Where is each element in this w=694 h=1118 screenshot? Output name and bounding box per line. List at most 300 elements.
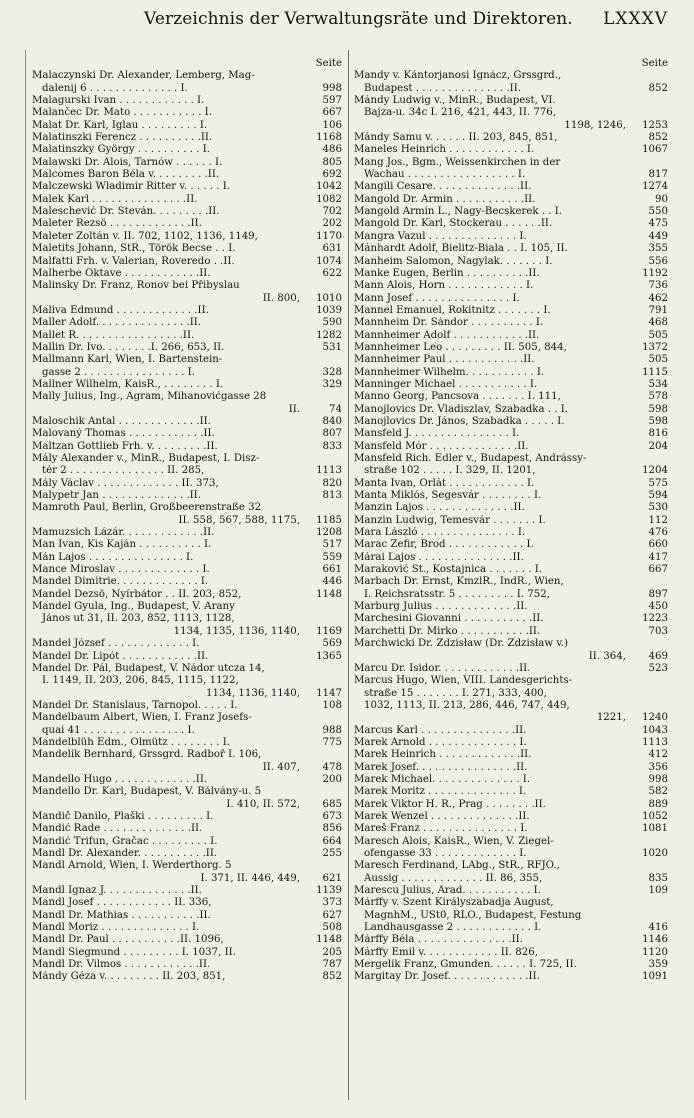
entry-name: Mareš Franz . . . . . . . . . . . . . . . I. bbox=[354, 823, 528, 835]
entry-page-number: 255 bbox=[322, 848, 342, 859]
index-entry bbox=[32, 885, 342, 897]
entry-page-number: 703 bbox=[648, 625, 668, 637]
index-entry bbox=[32, 860, 342, 885]
index-entry bbox=[32, 132, 342, 144]
entry-page-number: 1091 bbox=[642, 971, 668, 983]
entry-name: Mandl Ignaz J. . . . . . . . . . . . . .II. bbox=[32, 885, 202, 897]
index-entry bbox=[32, 589, 342, 601]
entry-continuation: dalenij 6 . . . . . . . . . . . . . . I. bbox=[42, 82, 188, 94]
index-entry bbox=[354, 539, 668, 551]
entry-name: Marcus Karl . . . . . . . . . . . . . . .II. bbox=[354, 724, 527, 736]
entry-continuation: MagnhM., USt0, RLO., Budapest, Festung bbox=[364, 909, 582, 921]
index-entry bbox=[32, 737, 342, 749]
entry-page-number: 1042 bbox=[316, 181, 342, 193]
entry-page-number: 575 bbox=[648, 477, 668, 489]
entry-name: Mandel József . . . . . . . . . . . . . I. bbox=[32, 638, 200, 650]
index-entry bbox=[32, 910, 342, 922]
index-entry bbox=[32, 971, 342, 983]
entry-name: Marcu Dr. Isidor. . . . . . . . . . . . .II. bbox=[354, 662, 531, 674]
entry-page-number: 852 bbox=[648, 132, 668, 144]
entry-name: Mamuzsich Lázár. . . . . . . . . . . . .II. bbox=[32, 527, 215, 539]
entry-name: Mannel Emanuel, Rokitnitz . . . . . . . I. bbox=[354, 304, 551, 316]
entry-page-number: 1223 bbox=[642, 613, 668, 625]
entry-continuation: I. 371, II. 446, 449, bbox=[200, 872, 300, 884]
entry-page-number: 74 bbox=[329, 403, 342, 415]
entry-page-number: 1067 bbox=[642, 144, 668, 156]
entry-name: Mandel Dr. Stanislaus, Tarnopol. . . . . I. bbox=[32, 699, 238, 711]
entry-name: Maletits Johann, StR., Török Becse . . I. bbox=[32, 243, 236, 255]
entry-name: Mandelik Bernhard, Grssgrd. Radboř I. 106, bbox=[32, 749, 262, 761]
index-entry bbox=[354, 243, 668, 255]
entry-name: Mallet R. . . . . . . . . . . . . . . . .II. bbox=[32, 329, 195, 341]
entry-page-number: 108 bbox=[322, 699, 342, 711]
entry-page-number: 476 bbox=[648, 527, 668, 539]
index-entry bbox=[32, 638, 342, 650]
entry-page-number: 736 bbox=[648, 280, 668, 292]
entry-name: Maleschević Dr. Steván. . . . . . . . .II. bbox=[32, 206, 220, 218]
index-entry bbox=[32, 107, 342, 119]
index-entry bbox=[354, 885, 668, 897]
entry-page-number: 787 bbox=[322, 959, 342, 971]
entry-page-number: 692 bbox=[322, 169, 342, 181]
entry-name: Mandy v. Kántorjanosi Ignácz, Grssgrd., bbox=[354, 70, 562, 82]
entry-continuation: straße 15 . . . . . . . I. 271, 333, 400, bbox=[364, 687, 547, 699]
entry-name: Maleter Zoltán v. II. 702, 1102, 1136, 1149, bbox=[32, 230, 258, 242]
entry-name: Mandl Dr. Mathias . . . . . . . . . . .II. bbox=[32, 909, 211, 921]
entry-page-number: 897 bbox=[648, 588, 668, 600]
entry-name: Mamroth Paul, Berlin, Großbeerenstraße 32 bbox=[32, 502, 262, 514]
entry-name: Mannheimer Wilhelm. . . . . . . . . . . I. bbox=[354, 366, 545, 378]
index-entry bbox=[354, 836, 668, 861]
entry-name: Mangold Dr. Armin . . . . . . . . . . .II. bbox=[354, 193, 536, 205]
entry-page-number: 660 bbox=[648, 539, 668, 551]
index-entry bbox=[354, 737, 668, 749]
entry-page-number: 807 bbox=[322, 428, 342, 440]
entry-page-number: 661 bbox=[322, 564, 342, 576]
index-entry bbox=[354, 206, 668, 218]
entry-name: Mandl Moriz . . . . . . . . . . . . . . I. bbox=[32, 922, 200, 934]
entry-name: Mallmann Karl, Wien, I. Bartenstein- bbox=[32, 354, 223, 366]
entry-name: Mergelik Franz, Gmunden. . . . . . I. 725, II. bbox=[354, 959, 577, 971]
entry-name: Mansfeld Rich. Edler v., Budapest, Andrássy- bbox=[354, 453, 587, 464]
entry-page-number: 1170 bbox=[316, 230, 342, 242]
entry-continuation: ofengasse 33 . . . . . . . . . . . . . I. bbox=[364, 848, 527, 859]
index-entry bbox=[354, 515, 668, 527]
entry-page-number: 486 bbox=[322, 144, 342, 156]
entry-page-number: 109 bbox=[648, 885, 668, 897]
entry-page-number: 1253 bbox=[642, 119, 668, 131]
entry-continuation: Budapest . . . . . . . . . . . . . . .II. bbox=[364, 82, 521, 94]
entry-page-number: 1082 bbox=[316, 193, 342, 205]
index-entry bbox=[354, 527, 668, 539]
index-entry bbox=[354, 675, 668, 724]
index-entry bbox=[32, 774, 342, 786]
entry-page-number: 667 bbox=[322, 107, 342, 119]
entry-page-number: 673 bbox=[322, 810, 342, 822]
entry-page-number: 446 bbox=[322, 576, 342, 588]
entry-page-number: 1204 bbox=[642, 465, 668, 477]
entry-page-number: 1039 bbox=[316, 304, 342, 316]
entry-page-number: 1052 bbox=[642, 810, 668, 822]
entry-name: Maneles Heinrich . . . . . . . . . . . . I. bbox=[354, 144, 535, 156]
entry-name: Mandl Dr. Alexander. . . . . . . . . . .II. bbox=[32, 848, 218, 859]
entry-page-number: 517 bbox=[322, 539, 342, 551]
entry-name: Mannheimer Paul . . . . . . . . . . . .II. bbox=[354, 354, 535, 366]
entry-name: Mara László . . . . . . . . . . . . . . . I. bbox=[354, 527, 526, 539]
entry-name: Mandelbaum Albert, Wien, I. Franz Josefs- bbox=[32, 712, 252, 724]
entry-page-number: 1282 bbox=[316, 329, 342, 341]
entry-name: Marchwicki Dr. Zdzisław (Dr. Zdzisław v.) bbox=[354, 638, 569, 650]
entry-name: Malatinszki Ferencz . . . . . . . . . .II. bbox=[32, 132, 213, 144]
entry-name: Mandel Dr. Lipót . . . . . . . . . . . .II. bbox=[32, 650, 209, 662]
entry-name: Manke Eugen, Berlin . . . . . . . . . .II. bbox=[354, 267, 540, 279]
index-entry bbox=[354, 762, 668, 774]
right-column-heading: Seite bbox=[641, 58, 668, 69]
entry-page-number: 355 bbox=[648, 243, 668, 255]
index-entry bbox=[32, 848, 342, 860]
index-entry bbox=[32, 490, 342, 502]
index-entry bbox=[32, 305, 342, 317]
index-entry bbox=[32, 428, 342, 440]
entry-page-number: 523 bbox=[648, 662, 668, 674]
entry-name: Malcomes Baron Béla v. . . . . . . . .II. bbox=[32, 169, 220, 181]
entry-name: Mándy Samu v. . . . . . II. 203, 845, 851, bbox=[354, 132, 558, 144]
entry-name: Marchetti Dr. Mirko . . . . . . . . . . .II. bbox=[354, 625, 541, 637]
entry-name: Mannheimer Adolf . . . . . . . . . . . .II. bbox=[354, 329, 540, 341]
entry-name: Márffy Béla . . . . . . . . . . . . . . .II. bbox=[354, 934, 523, 946]
entry-continuation: 1032, 1113, II. 213, 286, 446, 747, 449, bbox=[364, 699, 570, 711]
index-entry bbox=[32, 256, 342, 268]
entry-name: Mang Jos., Bgm., Weissenkirchen in der bbox=[354, 156, 561, 168]
entry-page-number: 112 bbox=[648, 514, 668, 526]
entry-page-number: 412 bbox=[648, 749, 668, 761]
entry-continuation: Wachau . . . . . . . . . . . . . . . . . I. bbox=[364, 169, 526, 181]
entry-name: Marek Viktor H. R., Prag . . . . . . . .II. bbox=[354, 798, 546, 810]
entry-name: Mannheim Dr. Sándor . . . . . . . . . . I. bbox=[354, 317, 544, 329]
entry-page-number: 852 bbox=[322, 971, 342, 983]
entry-name: Mangili Cesare. . . . . . . . . . . . . .II. bbox=[354, 181, 532, 193]
index-entry bbox=[32, 663, 342, 700]
index-entry bbox=[354, 157, 668, 182]
entry-name: Mandello Hugo . . . . . . . . . . . . .II. bbox=[32, 773, 208, 785]
entry-name: Mannheimer Leo . . . . . . . . . II. 505, 844, bbox=[354, 341, 567, 353]
index-entry bbox=[354, 638, 668, 663]
entry-name: Márai Lajos . . . . . . . . . . . . . . .II. bbox=[354, 551, 524, 563]
entry-page-number: 816 bbox=[648, 428, 668, 440]
index-entry bbox=[354, 971, 668, 983]
entry-continuation: II. 558, 567, 588, 1175, bbox=[178, 514, 300, 526]
index-entry bbox=[354, 218, 668, 230]
entry-page-number: 1146 bbox=[642, 934, 668, 946]
index-entry bbox=[32, 712, 342, 737]
index-entry bbox=[354, 391, 668, 403]
index-entry bbox=[32, 169, 342, 181]
entry-page-number: 329 bbox=[322, 378, 342, 390]
entry-page-number: 590 bbox=[322, 317, 342, 329]
entry-continuation: gasse 2 . . . . . . . . . . . . . . . . I. bbox=[42, 366, 195, 378]
entry-name: Mann Josef . . . . . . . . . . . . . . . I. bbox=[354, 292, 520, 304]
entry-page-number: 598 bbox=[648, 415, 668, 427]
entry-name: Mally Julius, Ing., Agram, Mihanovićgasse 28 bbox=[32, 391, 267, 403]
index-entry bbox=[32, 601, 342, 638]
index-entry bbox=[32, 836, 342, 848]
entry-page-number: 597 bbox=[322, 95, 342, 107]
entry-continuation: quai 41 . . . . . . . . . . . . . . . . I. bbox=[42, 724, 195, 736]
entry-name: Mándy Géza v. . . . . . . . . II. 203, 851, bbox=[32, 971, 226, 983]
entry-name: Man Ivan, Kis Kaján . . . . . . . . . . I. bbox=[32, 539, 212, 551]
entry-name: Maraković St., Kostajnica . . . . . . . I. bbox=[354, 564, 542, 576]
index-entry bbox=[354, 552, 668, 564]
index-entry bbox=[354, 367, 668, 379]
entry-continuation: Aussig . . . . . . . . . . . . . II. 86, 355, bbox=[364, 872, 543, 884]
index-entry bbox=[354, 490, 668, 502]
entry-page-number: 1139 bbox=[316, 885, 342, 897]
index-entry bbox=[354, 342, 668, 354]
entry-name: Malagurski Ivan . . . . . . . . . . . . I. bbox=[32, 95, 205, 107]
index-entry bbox=[354, 947, 668, 959]
entry-name: Manojlovics Dr. János, Szabadka . . . . . I. bbox=[354, 415, 565, 427]
entry-name: Mandel Dezsö, Nyírbátor . . II. 203, 852, bbox=[32, 588, 242, 600]
entry-page-number: 1372 bbox=[642, 341, 668, 353]
index-entry bbox=[354, 823, 668, 835]
entry-page-number: 531 bbox=[322, 341, 342, 353]
entry-page-number: 468 bbox=[648, 317, 668, 329]
entry-name: Mansfeld Mór . . . . . . . . . . . . . .II. bbox=[354, 440, 529, 452]
index-entry bbox=[32, 157, 342, 169]
index-entry bbox=[354, 576, 668, 601]
entry-continuation: straße 102 . . . . . I. 329, II. 1201, bbox=[364, 465, 536, 477]
entry-page-number: 505 bbox=[648, 329, 668, 341]
entry-name: Mandić Rade . . . . . . . . . . . . . .II. bbox=[32, 823, 203, 835]
index-entry bbox=[354, 181, 668, 193]
entry-name: Marek Heinrich . . . . . . . . . . . . .II. bbox=[354, 749, 532, 761]
entry-name: Mance Miroslav . . . . . . . . . . . . . I. bbox=[32, 564, 210, 576]
entry-name: Marescu Julius, Arad. . . . . . . . . . . I. bbox=[354, 885, 541, 897]
entry-name: Maltzan Gottlieb Frh. v. . . . . . . . .II. bbox=[32, 440, 218, 452]
entry-continuation: 1134, 1135, 1136, 1140, bbox=[173, 625, 300, 637]
entry-continuation: Landhausgasse 2 . . . . . . . . . . . . I. bbox=[364, 922, 542, 934]
index-entry bbox=[354, 132, 668, 144]
entry-name: Mandl Siegmund . . . . . . . . . I. 1037, II. bbox=[32, 946, 236, 958]
index-entry bbox=[354, 811, 668, 823]
index-entry bbox=[32, 95, 342, 107]
entry-page-number: 1081 bbox=[642, 823, 668, 835]
entry-page-number: 90 bbox=[655, 193, 668, 205]
entry-page-number: 417 bbox=[648, 551, 668, 563]
entry-page-number: 475 bbox=[648, 218, 668, 230]
index-entry bbox=[354, 293, 668, 305]
index-entry bbox=[354, 663, 668, 675]
index-entry bbox=[32, 700, 342, 712]
entry-page-number: 582 bbox=[648, 786, 668, 798]
entry-name: Marac Zefir, Brod . . . . . . . . . . . . I. bbox=[354, 539, 534, 551]
index-entry bbox=[354, 256, 668, 268]
entry-page-number: 1043 bbox=[642, 724, 668, 736]
entry-name: Manno Georg, Pancsova . . . . . . . I. 111, bbox=[354, 391, 561, 403]
entry-name: Manojlovics Dr. Vladiszlav, Szabadka . . I. bbox=[354, 403, 568, 415]
entry-page-number: 1010 bbox=[316, 292, 342, 304]
entry-name: Manheim Salomon, Nagylak. . . . . . . I. bbox=[354, 255, 553, 267]
entry-page-number: 478 bbox=[322, 761, 342, 773]
index-entry bbox=[32, 280, 342, 305]
entry-continuation: 1221, bbox=[596, 712, 626, 724]
entry-name: Mann Alois, Horn . . . . . . . . . . . . I. bbox=[354, 280, 534, 292]
entry-name: Maresch Ferdinand, LAbg., StR., RFJO., bbox=[354, 860, 560, 872]
entry-page-number: 840 bbox=[322, 415, 342, 427]
entry-page-number: 450 bbox=[648, 601, 668, 613]
entry-page-number: 1120 bbox=[642, 946, 668, 958]
index-entry bbox=[32, 391, 342, 416]
index-entry bbox=[32, 144, 342, 156]
index-entry bbox=[354, 404, 668, 416]
index-entry bbox=[32, 527, 342, 539]
page-title: Verzeichnis der Verwaltungsräte und Direktoren. bbox=[144, 9, 573, 29]
entry-name: Mály Alexander v., MinR., Budapest, I. Disz- bbox=[32, 453, 260, 464]
entry-page-number: 359 bbox=[648, 959, 668, 971]
entry-name: Manzin Lajos . . . . . . . . . . . . . .II. bbox=[354, 502, 525, 514]
index-entry bbox=[32, 330, 342, 342]
index-entry bbox=[354, 564, 668, 576]
entry-name: Malawski Dr. Alois, Tarnów . . . . . . I. bbox=[32, 156, 223, 168]
index-entry bbox=[354, 774, 668, 786]
entry-page-number: 622 bbox=[322, 267, 342, 279]
page-number: LXXXV bbox=[603, 9, 668, 29]
entry-page-number: 1147 bbox=[316, 687, 342, 699]
index-entry bbox=[354, 626, 668, 638]
index-entry bbox=[32, 441, 342, 453]
index-entry bbox=[32, 453, 342, 478]
index-entry bbox=[32, 947, 342, 959]
index-entry bbox=[354, 959, 668, 971]
entry-page-number: 205 bbox=[322, 946, 342, 958]
entry-page-number: 998 bbox=[648, 773, 668, 785]
entry-name: Manta Ivan, Orlát . . . . . . . . . . . . I. bbox=[354, 477, 535, 489]
entry-page-number: 813 bbox=[322, 490, 342, 502]
entry-name: Marcus Hugo, Wien, VIII. Landesgerichts- bbox=[354, 675, 573, 687]
column-divider bbox=[348, 50, 349, 1100]
index-entry bbox=[32, 922, 342, 934]
entry-page-number: 530 bbox=[648, 502, 668, 514]
entry-name: Mangra Vazul . . . . . . . . . . . . . . I. bbox=[354, 230, 527, 242]
entry-continuation: II. 800, bbox=[262, 292, 300, 304]
entry-name: Marbach Dr. Ernst, KmzlR., IndR., Wien, bbox=[354, 576, 564, 588]
entry-page-number: 1192 bbox=[642, 267, 668, 279]
index-entry bbox=[354, 330, 668, 342]
entry-name: Mandel Dr. Pál, Budapest, V. Nádor utcza 14, bbox=[32, 662, 265, 674]
left-column-heading: Seite bbox=[315, 58, 342, 69]
entry-name: Mandl Dr. Paul . . . . . . . . . . .II. 1096, bbox=[32, 934, 224, 946]
entry-name: Manta Miklós, Segesvár . . . . . . . . I. bbox=[354, 490, 542, 502]
entry-name: Márffy Emil v. . . . . . . . . . . . II. 826, bbox=[354, 946, 538, 958]
entry-name: Malančec Dr. Mato . . . . . . . . . . . I. bbox=[32, 107, 212, 119]
entry-name: Manzin Ludwig, Temesvár . . . . . . . I. bbox=[354, 514, 546, 526]
index-entry bbox=[32, 651, 342, 663]
index-entry bbox=[354, 305, 668, 317]
entry-name: Mandelblüh Edm., Olmütz . . . . . . . . I. bbox=[32, 736, 230, 748]
entry-page-number: 416 bbox=[648, 922, 668, 934]
index-entry bbox=[354, 317, 668, 329]
index-entry bbox=[32, 576, 342, 588]
entry-name: Mangold Dr. Karl, Stockerau . . . . . .II. bbox=[354, 218, 553, 230]
entry-name: Marek Moritz . . . . . . . . . . . . . . I. bbox=[354, 786, 527, 798]
entry-name: Mandl Dr. Vilmos . . . . . . . . . . . .II. bbox=[32, 959, 211, 971]
entry-page-number: 889 bbox=[648, 798, 668, 810]
entry-continuation: 1134, 1136, 1140, bbox=[206, 687, 300, 699]
entry-page-number: 1113 bbox=[642, 736, 668, 748]
entry-continuation: 1198, 1246, bbox=[564, 119, 626, 131]
entry-page-number: 598 bbox=[648, 403, 668, 415]
index-entry bbox=[354, 860, 668, 885]
entry-name: Márffy v. Szent Királyszabadja August, bbox=[354, 897, 554, 909]
entry-page-number: 1185 bbox=[316, 514, 342, 526]
entry-name: Malczewski Wladimir Ritter v. . . . . . I. bbox=[32, 181, 231, 193]
entry-name: Maleter Rezsö . . . . . . . . . . . . .II. bbox=[32, 218, 202, 230]
entry-name: Marchesini Giovanni . . . . . . . . . . .II. bbox=[354, 613, 544, 625]
entry-page-number: 1115 bbox=[642, 366, 668, 378]
entry-name: Marek Michael. . . . . . . . . . . . . . I. bbox=[354, 773, 531, 785]
entry-page-number: 702 bbox=[322, 206, 342, 218]
entry-name: Marek Wenzel . . . . . . . . . . . . . .II. bbox=[354, 810, 530, 822]
index-entry bbox=[32, 243, 342, 255]
entry-page-number: 1113 bbox=[316, 465, 342, 477]
index-entry bbox=[354, 354, 668, 366]
index-entry bbox=[354, 268, 668, 280]
entry-page-number: 469 bbox=[648, 650, 668, 662]
left-margin-rule bbox=[25, 50, 26, 1100]
entry-name: Mánhardt Adolf, Bielitz-Biala . . I. 105, II. bbox=[354, 243, 568, 255]
entry-name: Marek Josef. . . . . . . . . . . . . . . .II. bbox=[354, 761, 528, 773]
entry-page-number: 534 bbox=[648, 378, 668, 390]
entry-page-number: 106 bbox=[322, 119, 342, 131]
index-entry bbox=[32, 749, 342, 774]
index-entry bbox=[354, 231, 668, 243]
entry-page-number: 1274 bbox=[642, 181, 668, 193]
index-entry bbox=[32, 811, 342, 823]
index-entry bbox=[354, 194, 668, 206]
page-header bbox=[0, 9, 694, 33]
index-entry bbox=[354, 70, 668, 95]
index-entry bbox=[32, 231, 342, 243]
entry-page-number: 852 bbox=[648, 82, 668, 94]
entry-continuation: tér 2 . . . . . . . . . . . . . . . II. 285, bbox=[42, 465, 205, 477]
entry-name: Malaczynski Dr. Alexander, Lemberg, Mag- bbox=[32, 70, 255, 82]
index-entry bbox=[32, 539, 342, 551]
entry-page-number: 667 bbox=[648, 564, 668, 576]
entry-page-number: 462 bbox=[648, 292, 668, 304]
entry-name: Malek Karl . . . . . . . . . . . . . . .II. bbox=[32, 193, 198, 205]
entry-name: Mandić Trifun, Gračac . . . . . . . . . I. bbox=[32, 835, 218, 847]
index-entry bbox=[32, 206, 342, 218]
index-entry bbox=[354, 453, 668, 478]
entry-name: Mándy Ludwig v., MinR., Budapest, VI. bbox=[354, 95, 556, 107]
entry-continuation: II. 407, bbox=[262, 761, 300, 773]
entry-page-number: 856 bbox=[322, 823, 342, 835]
entry-page-number: 449 bbox=[648, 230, 668, 242]
entry-page-number: 685 bbox=[322, 798, 342, 810]
entry-name: Mandl Arnold, Wien, I. Werderthorg. 5 bbox=[32, 860, 232, 872]
index-entry bbox=[354, 897, 668, 934]
entry-name: Mály Václav . . . . . . . . . . . . . II. 373, bbox=[32, 477, 219, 489]
entry-name: Malherbe Oktave . . . . . . . . . . . .II. bbox=[32, 267, 211, 279]
index-entry bbox=[354, 786, 668, 798]
index-entry bbox=[32, 194, 342, 206]
index-entry bbox=[32, 823, 342, 835]
entry-page-number: 594 bbox=[648, 490, 668, 502]
entry-name: Margitay Dr. Josef. . . . . . . . . . . . .II. bbox=[354, 971, 540, 983]
index-entry bbox=[354, 478, 668, 490]
index-entry bbox=[32, 354, 342, 379]
index-entry bbox=[32, 181, 342, 193]
